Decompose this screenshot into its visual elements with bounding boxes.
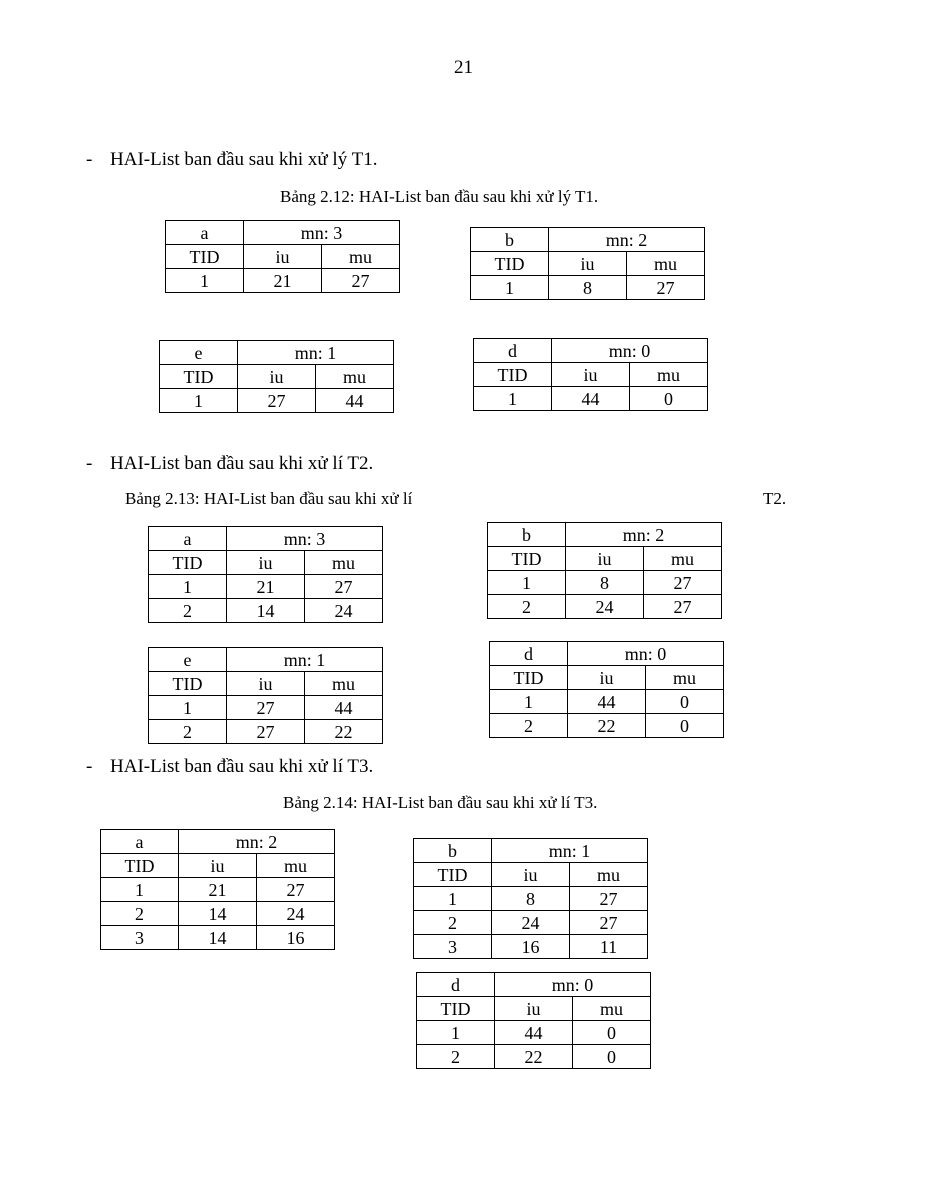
table-cell: 1 bbox=[488, 571, 566, 595]
table-header-row bbox=[149, 551, 383, 575]
column-header-cell: TID bbox=[101, 854, 179, 878]
table-cell: 16 bbox=[257, 926, 335, 950]
bullet-text: HAI-List ban đầu sau khi xử lí T3. bbox=[110, 756, 374, 777]
table-row bbox=[490, 714, 724, 738]
table-cell: 14 bbox=[227, 599, 305, 623]
table-caption: Bảng 2.14: HAI-List ban đầu sau khi xử lí T3. bbox=[283, 793, 598, 812]
column-header-cell: mu bbox=[316, 365, 394, 389]
table-cell: 1 bbox=[101, 878, 179, 902]
table-cell: 27 bbox=[570, 887, 648, 911]
table-cell: 1 bbox=[414, 887, 492, 911]
table-row bbox=[101, 902, 335, 926]
column-header-cell: TID bbox=[166, 245, 244, 269]
table-cell: 21 bbox=[244, 269, 322, 293]
table-cell: 14 bbox=[179, 926, 257, 950]
table-caption: Bảng 2.12: HAI-List ban đầu sau khi xử lý T1. bbox=[280, 187, 599, 206]
table-cell: 2 bbox=[417, 1045, 495, 1069]
column-header-cell: mu bbox=[305, 551, 383, 575]
mn-value-cell: mn: 0 bbox=[552, 339, 708, 363]
hai-list-table bbox=[165, 220, 400, 293]
column-header-cell: mu bbox=[257, 854, 335, 878]
item-name-cell: a bbox=[166, 221, 244, 245]
table-row bbox=[166, 269, 400, 293]
item-name-cell: e bbox=[160, 341, 238, 365]
table-cell: 44 bbox=[495, 1021, 573, 1045]
table-cell: 1 bbox=[149, 575, 227, 599]
table-cell: 21 bbox=[179, 878, 257, 902]
table-cell: 2 bbox=[490, 714, 568, 738]
table-cell: 2 bbox=[101, 902, 179, 926]
table-cell: 11 bbox=[570, 935, 648, 959]
mn-value-cell: mn: 1 bbox=[227, 648, 383, 672]
mn-value-cell: mn: 2 bbox=[179, 830, 335, 854]
item-name-cell: d bbox=[490, 642, 568, 666]
table-cell: 14 bbox=[179, 902, 257, 926]
table-cell: 2 bbox=[149, 599, 227, 623]
column-header-cell: iu bbox=[179, 854, 257, 878]
table-header-row bbox=[474, 363, 708, 387]
item-name-cell: b bbox=[414, 839, 492, 863]
table-header-row bbox=[166, 245, 400, 269]
table-cell: 22 bbox=[305, 720, 383, 744]
column-header-cell: iu bbox=[227, 551, 305, 575]
table-cell: 3 bbox=[101, 926, 179, 950]
item-name-cell: a bbox=[149, 527, 227, 551]
table-row bbox=[414, 887, 648, 911]
table-title-row bbox=[160, 341, 394, 365]
table-cell: 16 bbox=[492, 935, 570, 959]
table-row bbox=[101, 926, 335, 950]
section-bullet: - HAI-List ban đầu sau khi xử lý T1. bbox=[86, 149, 378, 170]
table-header-row bbox=[149, 672, 383, 696]
item-name-cell: a bbox=[101, 830, 179, 854]
column-header-cell: TID bbox=[417, 997, 495, 1021]
table-title-row bbox=[414, 839, 648, 863]
mn-value-cell: mn: 1 bbox=[238, 341, 394, 365]
table-cell: 27 bbox=[227, 696, 305, 720]
mn-value-cell: mn: 0 bbox=[495, 973, 651, 997]
table-cell: 44 bbox=[552, 387, 630, 411]
mn-value-cell: mn: 2 bbox=[549, 228, 705, 252]
column-header-cell: iu bbox=[238, 365, 316, 389]
table-cell: 1 bbox=[166, 269, 244, 293]
table-row bbox=[474, 387, 708, 411]
table-row bbox=[160, 389, 394, 413]
column-header-cell: TID bbox=[149, 551, 227, 575]
item-name-cell: b bbox=[471, 228, 549, 252]
table-cell: 0 bbox=[630, 387, 708, 411]
table-cell: 2 bbox=[149, 720, 227, 744]
section-bullet: - HAI-List ban đầu sau khi xử lí T2. bbox=[86, 453, 374, 474]
table-cell: 1 bbox=[474, 387, 552, 411]
table-header-row bbox=[101, 854, 335, 878]
table-cell: 0 bbox=[646, 690, 724, 714]
column-header-cell: mu bbox=[570, 863, 648, 887]
table-row bbox=[149, 720, 383, 744]
table-cell: 21 bbox=[227, 575, 305, 599]
column-header-cell: iu bbox=[568, 666, 646, 690]
table-cell: 2 bbox=[488, 595, 566, 619]
table-cell: 22 bbox=[495, 1045, 573, 1069]
table-cell: 44 bbox=[316, 389, 394, 413]
table-row bbox=[417, 1045, 651, 1069]
mn-value-cell: mn: 1 bbox=[492, 839, 648, 863]
table-row bbox=[414, 911, 648, 935]
table-cell: 1 bbox=[490, 690, 568, 714]
table-row bbox=[149, 599, 383, 623]
hai-list-table bbox=[470, 227, 705, 300]
table-cell: 27 bbox=[305, 575, 383, 599]
mn-value-cell: mn: 2 bbox=[566, 523, 722, 547]
table-cell: 24 bbox=[566, 595, 644, 619]
table-row bbox=[149, 575, 383, 599]
column-header-cell: iu bbox=[492, 863, 570, 887]
table-header-row bbox=[488, 547, 722, 571]
column-header-cell: TID bbox=[149, 672, 227, 696]
table-header-row bbox=[490, 666, 724, 690]
table-title-row bbox=[490, 642, 724, 666]
table-row bbox=[488, 595, 722, 619]
table-cell: 1 bbox=[471, 276, 549, 300]
hai-list-table bbox=[100, 829, 335, 950]
table-cell: 3 bbox=[414, 935, 492, 959]
table-row bbox=[417, 1021, 651, 1045]
column-header-cell: mu bbox=[305, 672, 383, 696]
item-name-cell: b bbox=[488, 523, 566, 547]
hai-list-table bbox=[489, 641, 724, 738]
table-title-row bbox=[101, 830, 335, 854]
table-cell: 24 bbox=[492, 911, 570, 935]
column-header-cell: mu bbox=[573, 997, 651, 1021]
table-caption: Bảng 2.13: HAI-List ban đầu sau khi xử lí bbox=[125, 489, 413, 508]
section-bullet: - HAI-List ban đầu sau khi xử lí T3. bbox=[86, 756, 374, 777]
table-title-row bbox=[149, 648, 383, 672]
table-cell: 27 bbox=[627, 276, 705, 300]
table-header-row bbox=[471, 252, 705, 276]
column-header-cell: TID bbox=[160, 365, 238, 389]
table-cell: 1 bbox=[149, 696, 227, 720]
column-header-cell: iu bbox=[566, 547, 644, 571]
table-cell: 24 bbox=[257, 902, 335, 926]
table-cell: 27 bbox=[322, 269, 400, 293]
table-cell: 2 bbox=[414, 911, 492, 935]
table-cell: 8 bbox=[492, 887, 570, 911]
table-cell: 24 bbox=[305, 599, 383, 623]
table-cell: 44 bbox=[305, 696, 383, 720]
item-name-cell: d bbox=[474, 339, 552, 363]
column-header-cell: mu bbox=[627, 252, 705, 276]
table-header-row bbox=[160, 365, 394, 389]
column-header-cell: TID bbox=[474, 363, 552, 387]
hai-list-table bbox=[413, 838, 648, 959]
table-cell: 27 bbox=[238, 389, 316, 413]
table-row bbox=[488, 571, 722, 595]
table-cell: 0 bbox=[573, 1021, 651, 1045]
table-cell: 27 bbox=[257, 878, 335, 902]
table-row bbox=[101, 878, 335, 902]
table-title-row bbox=[166, 221, 400, 245]
table-title-row bbox=[488, 523, 722, 547]
mn-value-cell: mn: 0 bbox=[568, 642, 724, 666]
column-header-cell: mu bbox=[644, 547, 722, 571]
table-cell: 0 bbox=[646, 714, 724, 738]
column-header-cell: TID bbox=[414, 863, 492, 887]
column-header-cell: mu bbox=[322, 245, 400, 269]
column-header-cell: iu bbox=[227, 672, 305, 696]
table-row bbox=[471, 276, 705, 300]
table-title-row bbox=[471, 228, 705, 252]
bullet-text: HAI-List ban đầu sau khi xử lí T2. bbox=[110, 453, 374, 474]
table-title-row bbox=[149, 527, 383, 551]
column-header-cell: iu bbox=[495, 997, 573, 1021]
item-name-cell: d bbox=[417, 973, 495, 997]
hai-list-table bbox=[159, 340, 394, 413]
table-cell: 1 bbox=[160, 389, 238, 413]
page-number: 21 bbox=[454, 57, 473, 78]
column-header-cell: TID bbox=[488, 547, 566, 571]
hai-list-table bbox=[487, 522, 722, 619]
hai-list-table bbox=[148, 526, 383, 623]
column-header-cell: iu bbox=[549, 252, 627, 276]
table-cell: 8 bbox=[566, 571, 644, 595]
table-cell: 0 bbox=[573, 1045, 651, 1069]
table-caption-tail: T2. bbox=[763, 489, 787, 508]
mn-value-cell: mn: 3 bbox=[227, 527, 383, 551]
column-header-cell: TID bbox=[471, 252, 549, 276]
hai-list-table bbox=[148, 647, 383, 744]
column-header-cell: mu bbox=[646, 666, 724, 690]
mn-value-cell: mn: 3 bbox=[244, 221, 400, 245]
column-header-cell: iu bbox=[244, 245, 322, 269]
table-cell: 8 bbox=[549, 276, 627, 300]
table-title-row bbox=[417, 973, 651, 997]
bullet-text: HAI-List ban đầu sau khi xử lý T1. bbox=[110, 149, 378, 170]
table-cell: 22 bbox=[568, 714, 646, 738]
table-header-row bbox=[414, 863, 648, 887]
table-cell: 27 bbox=[644, 595, 722, 619]
hai-list-table bbox=[416, 972, 651, 1069]
hai-list-table bbox=[473, 338, 708, 411]
column-header-cell: iu bbox=[552, 363, 630, 387]
table-cell: 27 bbox=[570, 911, 648, 935]
table-cell: 27 bbox=[227, 720, 305, 744]
table-row bbox=[490, 690, 724, 714]
column-header-cell: TID bbox=[490, 666, 568, 690]
table-cell: 27 bbox=[644, 571, 722, 595]
item-name-cell: e bbox=[149, 648, 227, 672]
table-header-row bbox=[417, 997, 651, 1021]
column-header-cell: mu bbox=[630, 363, 708, 387]
table-cell: 44 bbox=[568, 690, 646, 714]
table-row bbox=[414, 935, 648, 959]
table-title-row bbox=[474, 339, 708, 363]
table-row bbox=[149, 696, 383, 720]
table-cell: 1 bbox=[417, 1021, 495, 1045]
